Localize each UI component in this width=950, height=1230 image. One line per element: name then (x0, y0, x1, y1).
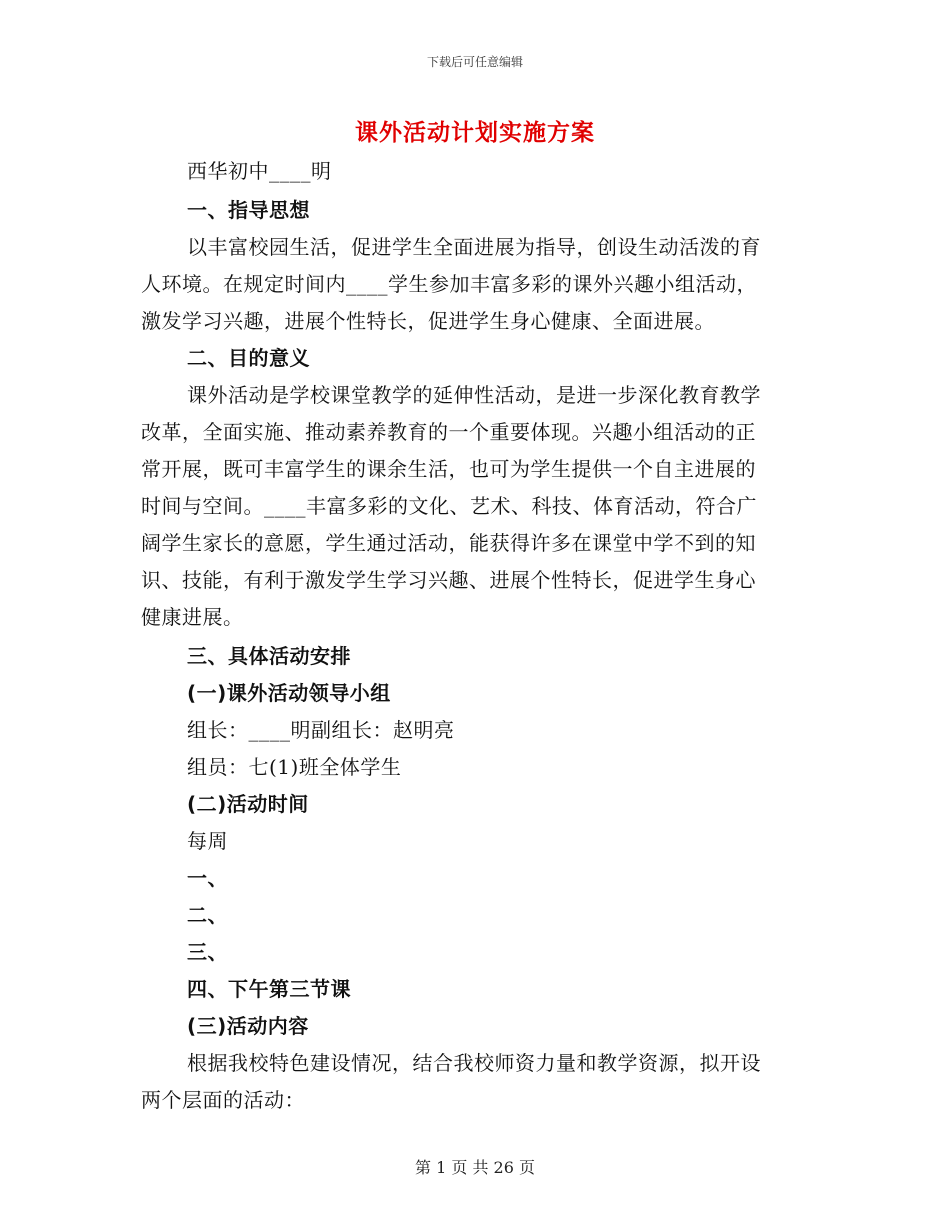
section-heading: 三、具体活动安排 (187, 644, 351, 668)
subsection-heading: (一)课外活动领导小组 (187, 681, 391, 705)
author-line: 西华初中____明 (187, 159, 332, 183)
paragraph-line: 激发学习兴趣，进展个性特长，促进学生身心健康、全面进展。 (141, 309, 715, 333)
schedule-line: 二、 (187, 903, 228, 927)
paragraph-line: 改革，全面实施、推动素养教育的一个重要体现。兴趣小组活动的正 (141, 420, 756, 444)
subsection-heading: (三)活动内容 (187, 1014, 309, 1038)
paragraph-line: 课外活动是学校课堂教学的延伸性活动，是进一步深化教育教学 (187, 383, 761, 407)
paragraph-line: 人环境。在规定时间内____学生参加丰富多彩的课外兴趣小组活动， (141, 272, 757, 296)
paragraph-line: 时间与空间。____丰富多彩的文化、艺术、科技、体育活动，符合广 (141, 494, 757, 518)
subsection-heading: (二)活动时间 (187, 792, 309, 816)
page-number: 第 1 页 共 26 页 (415, 1158, 535, 1177)
schedule-line: 每周 (187, 829, 228, 853)
paragraph-line: 根据我校特色建设情况，结合我校师资力量和教学资源，拟开设 (187, 1051, 761, 1075)
document-title: 课外活动计划实施方案 (355, 119, 595, 146)
paragraph-line: 识、技能，有利于激发学生学习兴趣、进展个性特长，促进学生身心 (141, 568, 756, 592)
paragraph-line: 两个层面的活动： (141, 1088, 305, 1112)
section-heading: 二、目的意义 (187, 346, 310, 370)
schedule-line: 四、下午第三节课 (187, 977, 351, 1001)
section-heading: 一、指导思想 (187, 198, 310, 222)
schedule-line: 一、 (187, 866, 228, 890)
paragraph-line: 健康进展。 (141, 605, 244, 629)
paragraph-line: 以丰富校园生活，促进学生全面进展为指导，创设生动活泼的育 (187, 235, 761, 259)
member-line: 组员：七(1)班全体学生 (187, 755, 402, 779)
page-header-note: 下载后可任意编辑 (426, 55, 523, 69)
schedule-line: 三、 (187, 940, 228, 964)
paragraph-line: 阔学生家长的意愿，学生通过活动，能获得许多在课堂中学不到的知 (141, 531, 756, 555)
paragraph-line: 常开展，既可丰富学生的课余生活，也可为学生提供一个自主进展的 (141, 457, 756, 481)
leader-line: 组长：____明副组长：赵明亮 (187, 718, 455, 742)
